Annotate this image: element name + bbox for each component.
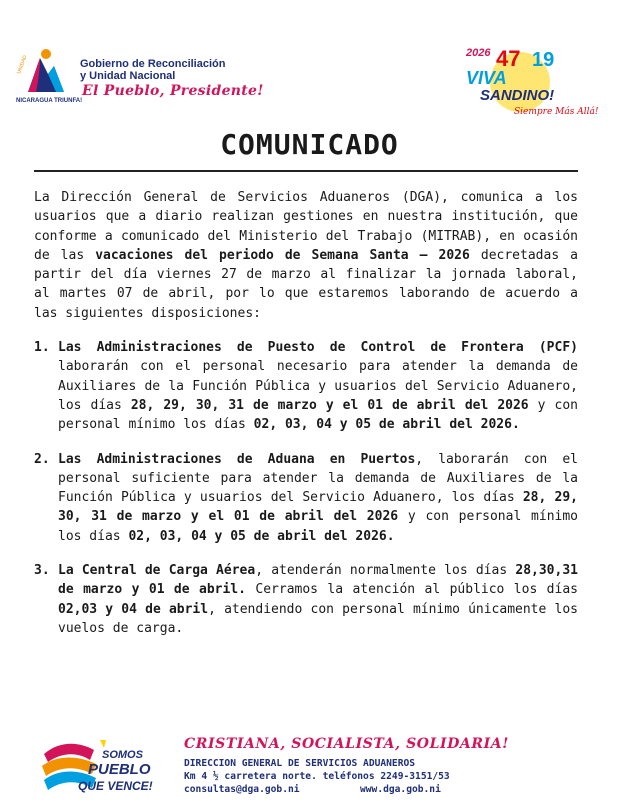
badge-num1: 47 [496, 46, 521, 71]
item-number: 2. [34, 451, 50, 467]
badge-year: 2026 [466, 47, 491, 59]
intro-text-2: decretadas a partir del día viernes 27 de marzo al finalizar la jornada laboral, al martes 07 de abril, por lo que estaremos laborando de acuerdo a las siguientes disposiciones: [34, 247, 578, 321]
footer-email: consultas@dga.gob.ni [184, 784, 300, 795]
gov-line-1: Gobierno de Reconciliación [80, 58, 226, 70]
item-text-3: , atendiendo con personal mínimo únicamente los vuelos de carga. [58, 601, 578, 636]
item-number: 1. [34, 340, 50, 356]
government-logo [14, 44, 83, 106]
item-text-2: Cerramos la atención al público los días [245, 582, 578, 598]
footer-institution: DIRECCION GENERAL DE SERVICIOS ADUANEROS [184, 758, 416, 769]
list-item [34, 450, 578, 546]
item-number: 3. [34, 563, 50, 579]
letterhead [0, 0, 619, 130]
somos-word-3: QUE VENCE! [78, 779, 153, 793]
footer-website: www.dga.gob.ni [360, 784, 441, 795]
viva-sandino-badge [460, 40, 599, 120]
item-text-2: y con personal mínimo los días [58, 397, 578, 433]
item-bold-2: 28, 29, 30, 31 de marzo y el 01 de abril del 2026 [58, 490, 578, 525]
list-item [34, 561, 578, 638]
badge-sandino: SANDINO! [480, 87, 555, 104]
footer-address: Km 4 ½ carretera norte. teléfonos 2249-3151/53 [184, 771, 450, 782]
communique-body [34, 188, 578, 638]
somos-pueblo-logo [40, 736, 170, 798]
letterhead-footer [0, 728, 619, 807]
logo-top-text: UNIDAD [16, 54, 29, 75]
item-bold-1: Las Administraciones de Aduana en Puertos [58, 451, 416, 467]
item-text-1: , laborarán con el personal suficiente para atender la demanda de Auxiliares de la Función Pública y usuarios del Servicio Aduanero, los días [58, 451, 578, 506]
item-bold-2: 28, 29, 30, 31 de marzo y el 01 de abril del 2026 [130, 397, 529, 413]
somos-word-1: SOMOS [102, 749, 143, 761]
item-text-1: , atenderán normalmente los días [255, 563, 516, 579]
list-item [34, 338, 578, 434]
item-bold-2: 28,30,31 de marzo y 01 de abril. [58, 563, 578, 598]
title-divider [34, 170, 578, 172]
intro-text-1: La Dirección General de Servicios Aduaneros (DGA), comunica a los usuarios que a diario realizan gestiones en nuestra institución, que conforme a comunicado del Ministerio del Trabajo (MITRAB), en ocasión de las [34, 190, 578, 263]
somos-word-2: PUEBLO [88, 761, 151, 778]
government-name [80, 58, 225, 82]
intro-bold-1: vacaciones del periodo de Semana Santa – 2026 [95, 247, 470, 263]
badge-viva: VIVA [466, 68, 507, 88]
page-title: COMUNICADO [220, 128, 399, 161]
logo-caption: NICARAGUA TRIUNFA! [16, 98, 83, 104]
item-bold-3: 02, 03, 04 y 05 de abril del 2026. [253, 417, 520, 433]
item-bold-1: La Central de Carga Aérea [58, 563, 256, 579]
intro-paragraph [34, 188, 578, 323]
dispositions-list [34, 338, 578, 638]
item-bold-3: 02,03 y 04 de abril [58, 601, 209, 617]
badge-script: Siempre Más Allá! [514, 107, 599, 117]
badge-num2: 19 [532, 49, 555, 71]
footer-slogan: CRISTIANA, SOCIALISTA, SOLIDARIA! [184, 736, 509, 752]
item-bold-1: Las Administraciones de Puesto de Control de Frontera (PCF) [58, 340, 578, 356]
gov-line-2: y Unidad Nacional [80, 70, 176, 82]
item-text-1: laborarán con el personal necesario para atender la demanda de Auxiliares de la Función Pública y usuarios del Servicio Aduanero, los días [58, 359, 578, 413]
item-bold-3: 02, 03, 04 y 05 de abril del 2026. [128, 528, 395, 544]
gov-slogan: El Pueblo, Presidente! [82, 83, 264, 99]
item-text-2: y con personal mínimo los días [58, 509, 578, 544]
